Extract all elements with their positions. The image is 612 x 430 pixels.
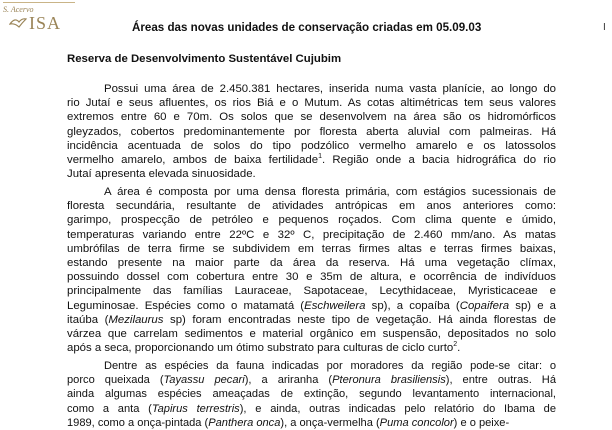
text-line — [67, 199, 556, 213]
text-segment: vermelho amarelo, ambos de baixa fertilidade — [67, 153, 319, 166]
text-segment: possuindo dossel com cobertura entre 30 e 35m de altura, e ocorrência de indivíduos — [67, 271, 556, 284]
text-segment: como a anta ( — [67, 402, 152, 415]
text-line — [84, 82, 556, 96]
text-line — [67, 387, 556, 401]
species-name: Mezilaurus — [108, 313, 164, 326]
text-line — [67, 153, 556, 167]
text-segment: principalmente das famílias Lauraceae, Sapotaceae, Lecythidaceae, Myristicaceae e — [67, 285, 556, 298]
text-segment: ), a ariranha ( — [244, 374, 333, 387]
text-line — [67, 125, 556, 139]
text-segment: . Região onde a bacia hidrográfica do rio — [321, 153, 556, 166]
species-name: Puma concolor — [379, 416, 454, 429]
text-segment: rio Jutaí e seus afluentes, os rios Biá e o Mutum. As cotas altimétricas tem seus valores — [67, 97, 556, 110]
text-segment: Leguminosae. Espécies como o matamatá ( — [67, 299, 305, 312]
species-name: Pteronura brasiliensis — [332, 374, 446, 387]
paragraph-1 — [67, 82, 556, 181]
text-segment: sp) e a — [509, 299, 557, 312]
species-name: Tapirus terrestris — [151, 402, 240, 415]
text-line — [84, 185, 556, 199]
text-line — [67, 228, 556, 242]
text-line — [67, 327, 556, 341]
text-segment: Dentre as espécies da fauna indicadas por moradores da região pode-se citar: o — [104, 360, 556, 372]
text-line — [67, 110, 556, 124]
text-segment: floresta secundária, resultante de atividades antrópicas em anos anteriores como: — [67, 200, 556, 213]
text-line — [67, 167, 556, 181]
section-heading: Reserva de Desenvolvimento Sustentável Cujubim — [67, 53, 342, 65]
text-line — [67, 416, 556, 430]
text-segment: Jutaí apresenta elevada sinuosidade. — [67, 168, 256, 181]
paragraph-3 — [67, 359, 556, 430]
text-line — [67, 341, 556, 355]
text-segment: sp) foram encontradas neste tipo de vegetação. Há ainda florestas de — [163, 313, 556, 326]
text-segment: sp), a copaíba ( — [365, 299, 460, 312]
text-segment: ainda algumas espécies ameaçadas de extinção, segundo levantamento internacional, — [67, 388, 556, 401]
species-name: Eschweilera — [304, 299, 366, 312]
text-segment: umbrófilas de terra firme se subdividem em terras firmes altas e terras firmes baixas, — [67, 242, 556, 255]
text-segment: ), entre outras. Há — [445, 374, 556, 387]
logo-main-text: ISA — [29, 13, 62, 33]
text-line — [67, 284, 556, 298]
text-segment: porco queixada ( — [67, 374, 164, 387]
text-segment: estando presente na maior parte da área da reserva. Há uma vegetação clímax, — [67, 256, 556, 269]
text-line — [67, 96, 556, 110]
document-title: Áreas das novas unidades de conservação criadas em 05.09.03 — [132, 21, 482, 34]
text-line — [67, 313, 556, 327]
isa-logo — [3, 2, 75, 33]
text-line — [67, 242, 556, 256]
text-segment: garimpo, prospecção de petróleo e pequenos roçados. Com clima quente e úmido, — [67, 214, 556, 227]
text-segment: incidência acentuada de solos do tipo podzólico vermelho amarelo e os latossolos — [67, 139, 556, 152]
species-name: Copaifera — [459, 299, 510, 312]
text-segment: gleyzados, cobertos predominantemente por floresta aberta aluvial com palmeiras. Há — [67, 125, 556, 138]
text-segment: após a seca, proporcionando um ótimo substrato para culturas de ciclo curto — [67, 342, 454, 355]
text-line — [67, 213, 556, 227]
margin-mark: I — [603, 22, 606, 33]
text-segment: ), a onça-vermelha ( — [280, 416, 380, 429]
text-segment: ), e ainda, outras indicadas pelo relatório do Ibama de — [239, 402, 556, 415]
text-segment: várzea que carrelam sedimentos e material orgânico em suspensão, depositados no solo — [67, 327, 556, 340]
text-line — [67, 256, 556, 270]
text-segment: extremos entre 60 e 70m. Os solos que se desenvolvem na área são os hidromórficos — [67, 111, 556, 124]
text-segment: ) e o peixe- — [453, 416, 510, 429]
text-segment: A área é composta por uma densa floresta primária, com estágios sucessionais de — [104, 186, 556, 198]
text-line — [67, 299, 556, 313]
text-line — [67, 139, 556, 153]
text-line — [67, 402, 556, 416]
logo-top-text: S. Acervo — [3, 5, 34, 14]
text-line — [67, 373, 556, 387]
paragraph-2 — [67, 185, 557, 355]
text-segment: . — [457, 342, 461, 355]
text-line — [84, 359, 556, 373]
text-segment: Possui uma área de 2.450.381 hectares, inserida numa vasta planície, ao longo do — [104, 83, 556, 95]
text-line — [67, 270, 556, 284]
footnote-marker: 1 — [318, 153, 322, 161]
species-name: Panthera onca — [208, 416, 281, 429]
species-name: Tayassu pecari — [163, 374, 245, 387]
text-segment: itaúba ( — [67, 313, 109, 326]
footnote-marker: 2 — [453, 341, 458, 349]
logo-bird-icon — [9, 15, 27, 29]
text-segment: temperaturas variando entre 22ºC e 32º C, precipitação de 2.460 mm/ano. As matas — [67, 228, 556, 241]
text-segment: 1989, como a onça-pintada ( — [67, 416, 209, 429]
